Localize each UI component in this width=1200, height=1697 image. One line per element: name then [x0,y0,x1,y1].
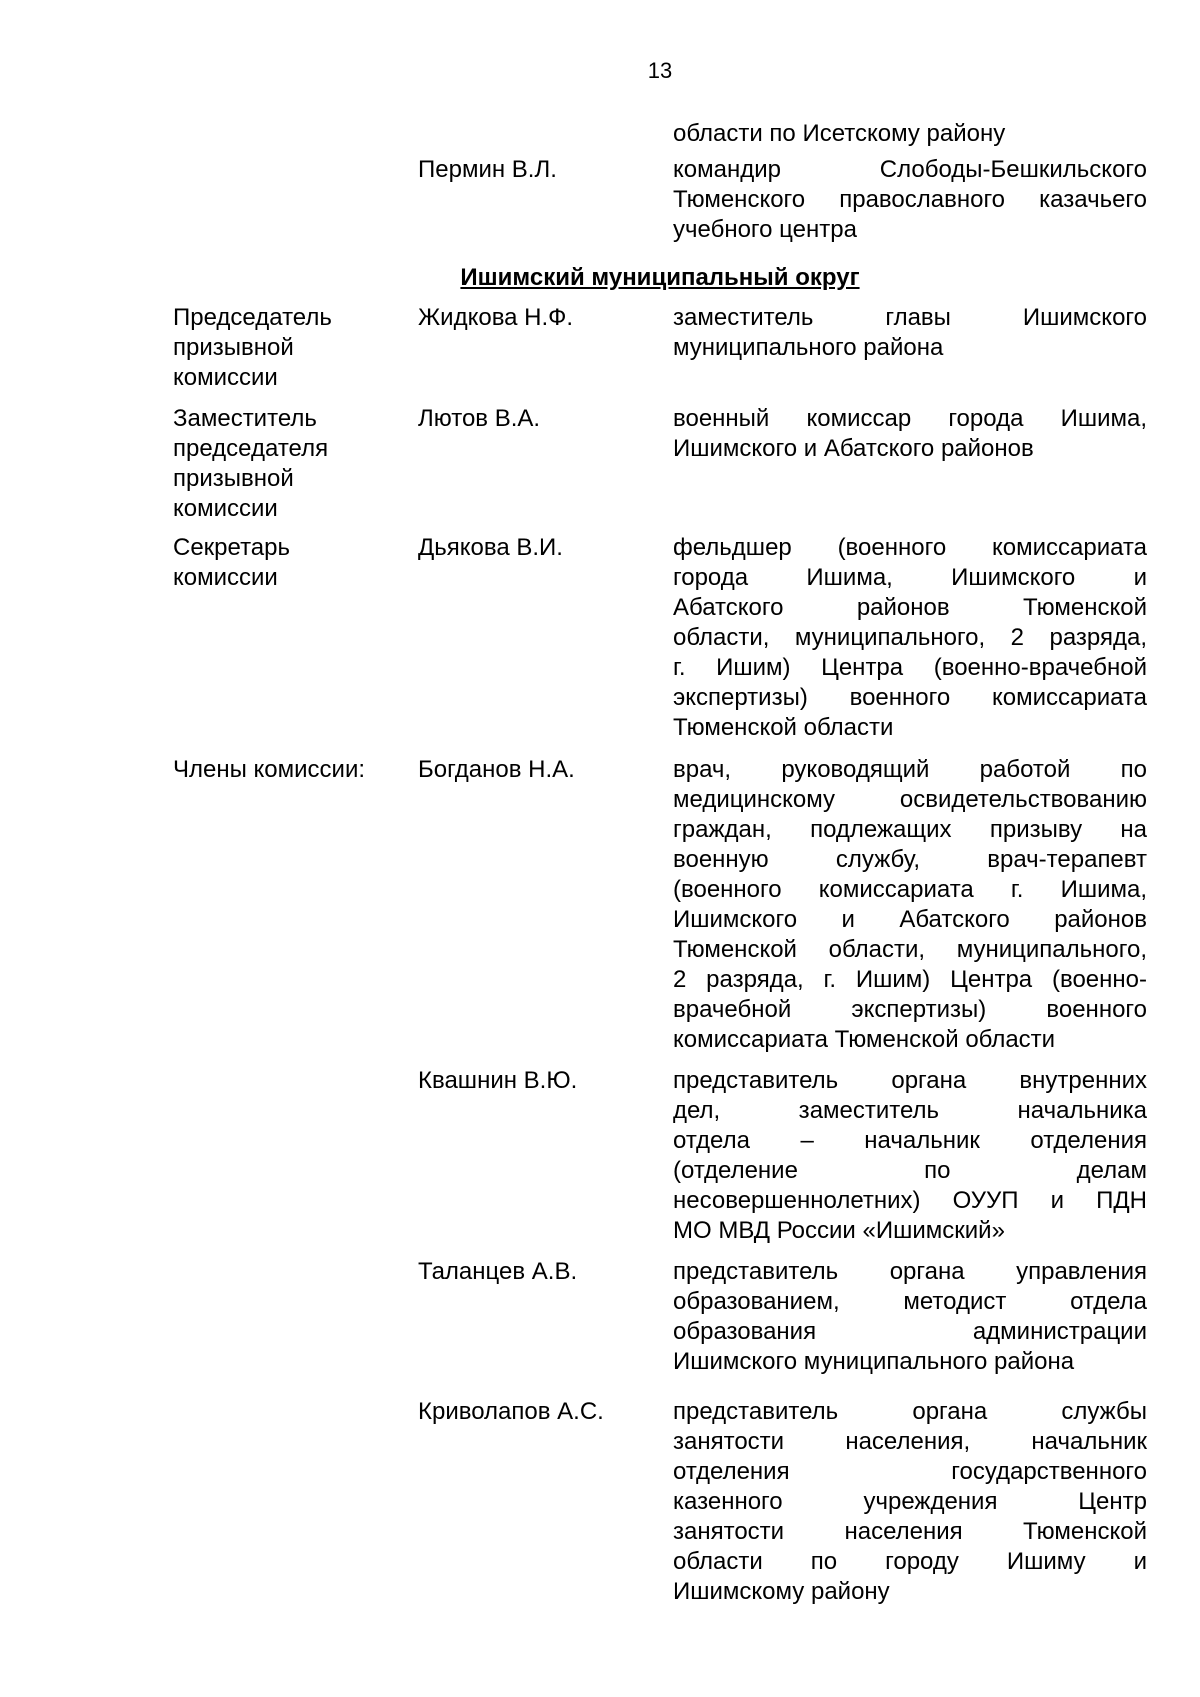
description-line: представитель органа внутренних [673,1067,1147,1094]
member-name: Криволапов А.С. [418,1398,604,1425]
member-name: Таланцев А.В. [418,1258,578,1285]
description-line: дел, заместитель начальника [673,1097,1147,1124]
description-line: Тюменской области [673,714,894,741]
member-role [173,404,403,524]
role-line: Председатель [173,304,332,331]
description-line: экспертизы) военного комиссариата [673,684,1147,711]
description-line: Ишимского и Абатского районов [673,906,1147,933]
role-line: комиссии [173,364,278,391]
description-line: отделения государственного [673,1458,1147,1485]
description-line: командир Слободы-Бешкильского [673,156,1147,183]
member-description [673,1397,1147,1607]
description-line: отдела – начальник отделения [673,1127,1147,1154]
description-line: медицинскому освидетельствованию [673,786,1147,813]
description-line: Тюменского православного казачьего [673,186,1147,213]
description-line: Ишимского муниципального района [673,1348,1075,1375]
role-line: Члены комиссии: [173,756,366,783]
description-line: (военного комиссариата г. Ишима, [673,876,1147,903]
description-line: врачебной экспертизы) военного [673,996,1147,1023]
description-line: 2 разряда, г. Ишим) Центра (военно- [673,966,1147,993]
description-line: занятости населения, начальник [673,1428,1147,1455]
description-line: представитель органа управления [673,1258,1147,1285]
member-role [173,755,403,785]
role-line: Заместитель [173,405,317,432]
member-role [173,303,403,393]
description-line: граждан, подлежащих призыву на [673,816,1147,843]
description-line: казенного учреждения Центр [673,1488,1147,1515]
description-line: военную службу, врач-терапевт [673,846,1147,873]
member-name: Пермин В.Л. [418,156,557,183]
description-line: г. Ишим) Центра (военно-врачебной [673,654,1147,681]
description-line: образованием, методист отдела [673,1288,1147,1315]
member-role [173,533,403,593]
member-description [673,303,1147,363]
member-description [673,1257,1147,1377]
role-line: комиссии [173,495,278,522]
description-line: муниципального района [673,334,944,361]
description-line: области, муниципального, 2 разряда, [673,624,1147,651]
description-line: города Ишима, Ишимского и [673,564,1147,591]
description-line: Ишимскому району [673,1578,890,1605]
role-line: председателя [173,435,329,462]
description-line: военный комиссар города Ишима, [673,405,1147,432]
description-line: занятости населения Тюменской [673,1518,1147,1545]
member-name: Дьякова В.И. [418,534,563,561]
description-line: Абатского районов Тюменской [673,594,1147,621]
description-line: МО МВД России «Ишимский» [673,1217,1005,1244]
member-description [673,155,1147,245]
role-line: комиссии [173,564,278,591]
member-description [673,533,1147,743]
description-line: Тюменской области, муниципального, [673,936,1147,963]
description-line: врач, руководящий работой по [673,756,1147,783]
description-line: области по городу Ишиму и [673,1548,1147,1575]
description-line: заместитель главы Ишимского [673,304,1147,331]
description-line: представитель органа службы [673,1398,1147,1425]
role-line: призывной [173,465,294,492]
role-line: призывной [173,334,294,361]
role-line: Секретарь [173,534,290,561]
member-description [673,119,1147,149]
member-name: Богданов Н.А. [418,756,575,783]
member-name: Жидкова Н.Ф. [418,304,574,331]
page-number: 13 [647,58,673,83]
description-line: образования администрации [673,1318,1147,1345]
member-name: Квашнин В.Ю. [418,1067,578,1094]
description-line: Ишимского и Абатского районов [673,435,1034,462]
member-description [673,404,1147,464]
description-line: области по Исетскому району [673,120,1006,147]
description-line: учебного центра [673,216,857,243]
description-line: комиссариата Тюменской области [673,1026,1056,1053]
description-line: фельдшер (военного комиссариата [673,534,1147,561]
description-line: несовершеннолетних) ОУУП и ПДН [673,1187,1147,1214]
member-description [673,1066,1147,1246]
member-description [673,755,1147,1055]
description-line: (отделение по делам [673,1157,1147,1184]
section-heading: Ишимский муниципальный округ [460,264,860,291]
member-name: Лютов В.А. [418,405,541,432]
